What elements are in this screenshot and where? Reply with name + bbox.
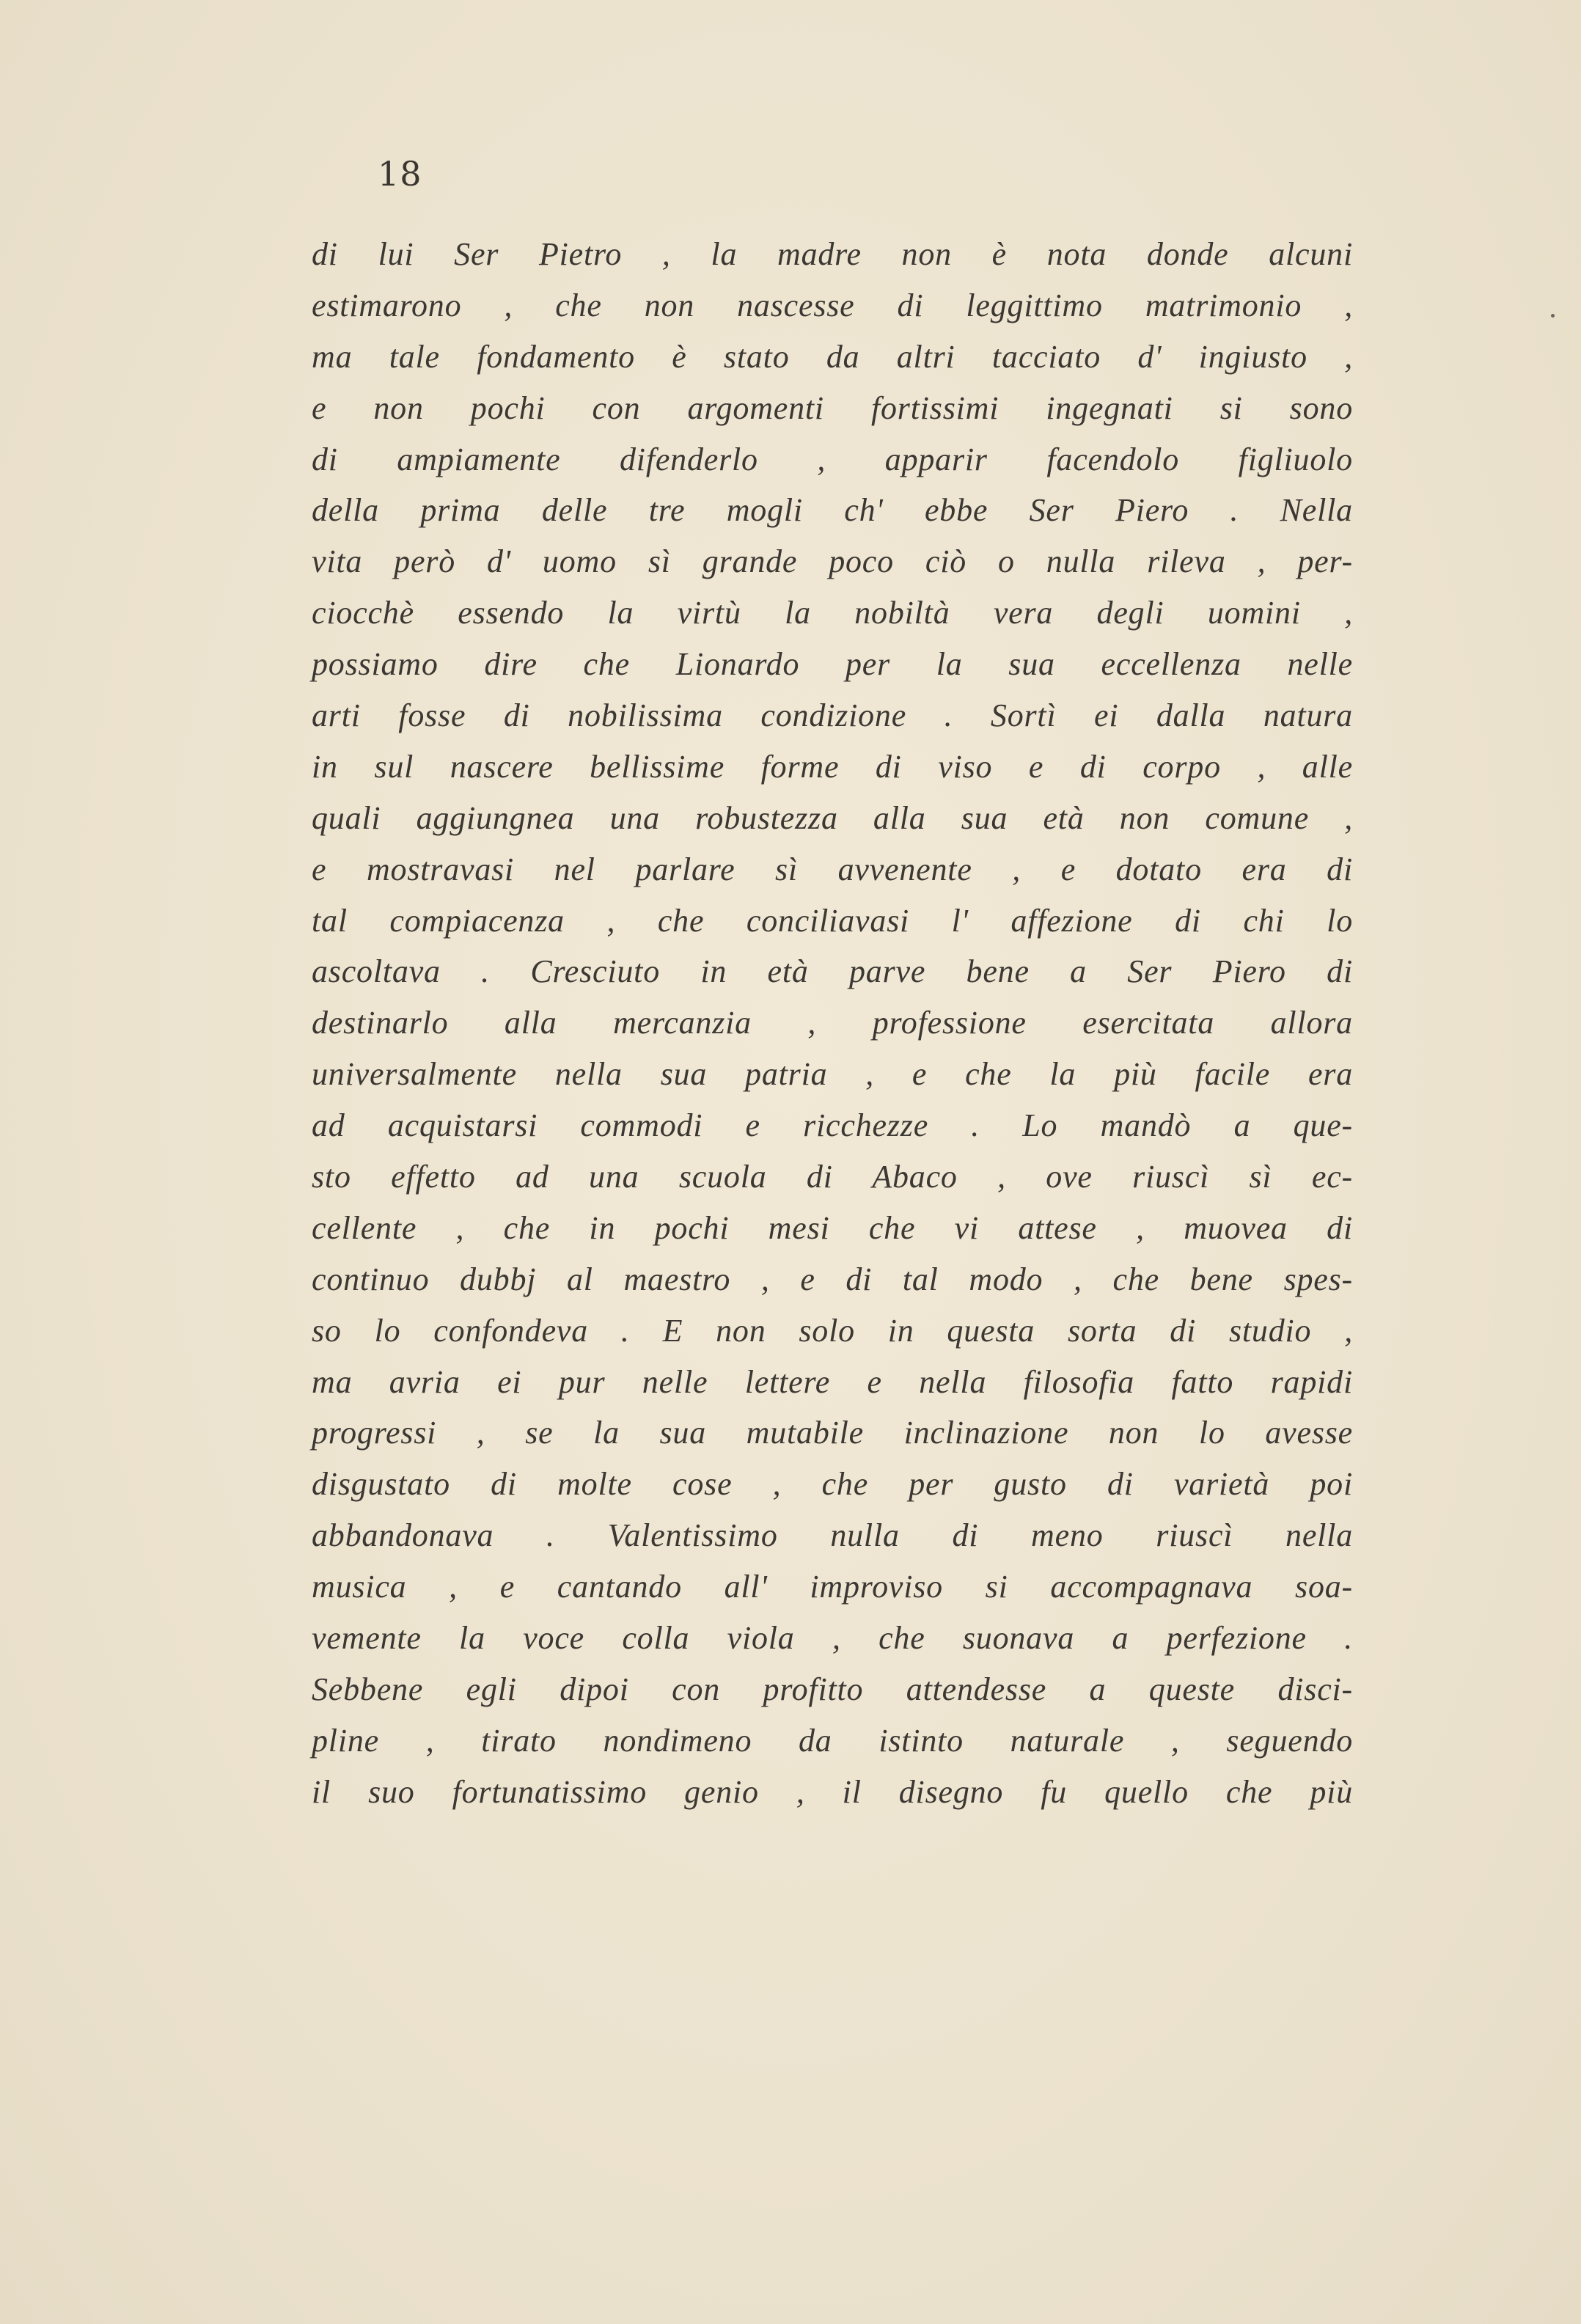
text-line: pline , tirato nondimeno da istinto naturale , seguendo: [312, 1722, 1353, 1759]
text-line: progressi , se la sua mutabile inclinazione non lo avesse: [312, 1415, 1353, 1451]
text-line: abbandonava . Valentissimo nulla di meno riuscì nella: [312, 1517, 1353, 1554]
text-line: musica , e cantando all' improviso si accompagnava soa-: [312, 1569, 1353, 1605]
text-line: destinarlo alla mercanzia , professione esercitata allora: [312, 1005, 1353, 1041]
paper-speck: [1551, 314, 1555, 318]
text-line: ciocchè essendo la virtù la nobiltà vera degli uomini ,: [312, 595, 1353, 631]
text-line: di lui Ser Pietro , la madre non è nota donde alcuni: [312, 236, 1353, 272]
text-line: arti fosse di nobilissima condizione . Sortì ei dalla natura: [312, 697, 1353, 734]
text-line: so lo confondeva . E non solo in questa sorta di studio ,: [312, 1312, 1353, 1349]
text-line: della prima delle tre mogli ch' ebbe Ser Piero . Nella: [312, 492, 1353, 529]
text-line: il suo fortunatissimo genio , il disegno fu quello che più: [312, 1773, 1353, 1810]
text-line: e mostravasi nel parlare sì avvenente , e dotato era di: [312, 851, 1353, 887]
text-line: cellente , che in pochi mesi che vi attese , muovea di: [312, 1209, 1353, 1246]
text-line: Sebbene egli dipoi con profitto attendesse a queste disci-: [312, 1671, 1353, 1707]
text-line: continuo dubbj al maestro , e di tal modo , che bene spes-: [312, 1261, 1353, 1297]
text-line: universalmente nella sua patria , e che la più facile era: [312, 1056, 1353, 1093]
text-line: ad acquistarsi commodi e ricchezze . Lo mandò a que-: [312, 1107, 1353, 1144]
text-line: ascoltava . Cresciuto in età parve bene a Ser Piero di: [312, 953, 1353, 990]
body-text: [312, 229, 1353, 1818]
text-line: vemente la voce colla viola , che suonava a perfezione .: [312, 1620, 1353, 1657]
text-line: vita però d' uomo sì grande poco ciò o nulla rileva , per-: [312, 543, 1353, 580]
text-line: tal compiacenza , che conciliavasi l' affezione di chi lo: [312, 902, 1353, 939]
text-line: in sul nascere bellissime forme di viso e di corpo , alle: [312, 748, 1353, 785]
text-line: disgustato di molte cose , che per gusto di varietà poi: [312, 1466, 1353, 1503]
text-line: possiamo dire che Lionardo per la sua eccellenza nelle: [312, 646, 1353, 683]
text-line: ma avria ei pur nelle lettere e nella filosofia fatto rapidi: [312, 1363, 1353, 1400]
text-line: sto effetto ad una scuola di Abaco , ove riuscì sì ec-: [312, 1159, 1353, 1195]
text-line: di ampiamente difenderlo , apparir facendolo figliuolo: [312, 441, 1353, 477]
text-line: estimarono , che non nascesse di leggittimo matrimonio ,: [312, 287, 1353, 323]
page-number: 18: [378, 154, 422, 194]
text-line: quali aggiungnea una robustezza alla sua età non comune ,: [312, 799, 1353, 836]
text-line: ma tale fondamento è stato da altri tacciato d' ingiusto ,: [312, 338, 1353, 375]
text-line: e non pochi con argomenti fortissimi ingegnati si sono: [312, 389, 1353, 426]
